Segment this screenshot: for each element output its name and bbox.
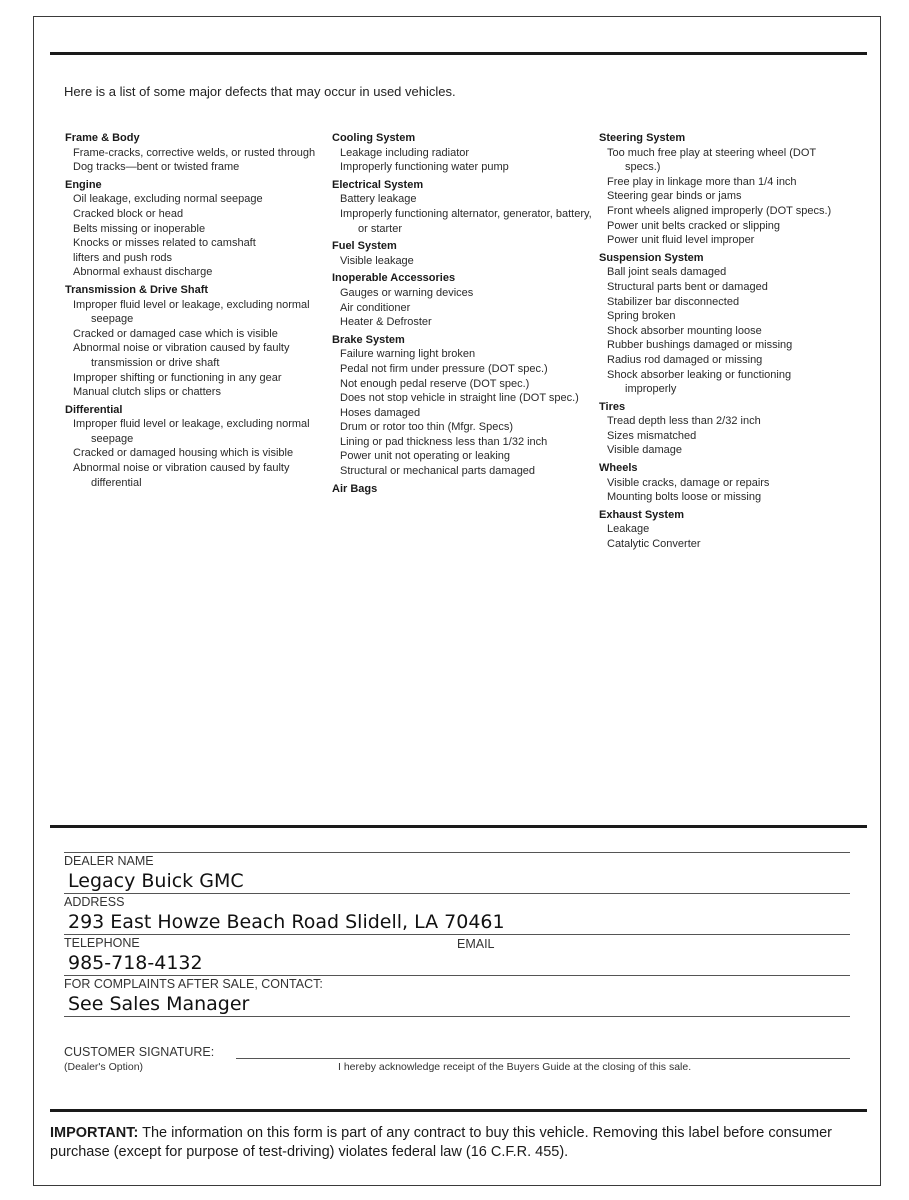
defect-item: Free play in linkage more than 1/4 inch [607,175,797,188]
category-title: Inoperable Accessories [332,272,456,285]
signature-label: CUSTOMER SIGNATURE: [64,1045,215,1059]
defects-column-1 [65,128,325,490]
defect-item: Does not stop vehicle in straight line (DOT spec.) [340,392,579,405]
complaints-label: FOR COMPLAINTS AFTER SALE, CONTACT: [64,977,323,991]
field-rule [64,1016,850,1017]
defect-item: Ball joint seals damaged [607,266,727,279]
defect-category [599,461,839,505]
defect-item: Abnormal noise or vibration caused by faulty transmission or drive shaft [73,342,290,369]
defect-item: Leakage [607,523,650,536]
defect-item: Rubber bushings damaged or missing [607,339,793,352]
dealer-info-section [64,852,850,1077]
intro-text: Here is a list of some major defects that may occur in used vehicles. [64,84,456,99]
category-title: Steering System [599,132,686,144]
defect-item: Battery leakage [340,193,417,206]
defect-item: Visible cracks, damage or repairs [607,476,770,489]
defect-item: Structural parts bent or damaged [607,280,768,293]
category-title: Wheels [599,462,638,475]
top-rule [50,52,867,55]
defect-item: Spring broken [607,310,676,323]
defect-item: Pedal not firm under pressure (DOT spec.) [340,362,548,375]
email-label: EMAIL [457,937,495,951]
defect-item: Oil leakage, excluding normal seepage [73,193,263,206]
defect-category [332,178,594,236]
category-title: Engine [65,178,102,191]
defect-category [332,239,594,268]
category-title: Fuel System [332,240,397,253]
defect-item: Radius rod damaged or missing [607,353,763,366]
important-label: IMPORTANT: [50,1125,139,1141]
defect-category [599,400,839,458]
category-title: Suspension System [599,251,704,264]
address-value: 293 East Howze Beach Road Slidell, LA 70461 [68,911,505,933]
defect-category [65,131,325,175]
defect-category [65,403,325,491]
defect-category [332,482,594,497]
defect-item: Visible damage [607,444,683,457]
complaints-value: See Sales Manager [68,993,250,1015]
category-title: Exhaust System [599,508,684,521]
signature-line[interactable] [236,1058,850,1059]
defect-item: Improperly functioning alternator, generator, battery, or starter [340,207,592,235]
phone-email-row [64,935,850,951]
defect-item: Power unit fluid level improper [607,234,755,247]
defect-item: Not enough pedal reserve (DOT spec.) [340,377,530,390]
category-title: Electrical System [332,178,424,191]
defect-item: Mounting bolts loose or missing [607,491,762,504]
defect-item: Abnormal exhaust discharge [73,266,213,279]
address-label: ADDRESS [64,895,125,909]
telephone-value: 985-718-4132 [68,952,203,974]
defect-item: Lining or pad thickness less than 1/32 inch [340,435,548,448]
defect-item: Visible leakage [340,254,414,267]
defect-item: lifters and push rods [73,251,173,264]
defect-category [65,178,325,280]
defect-item: Leakage including radiator [340,146,470,159]
defect-category [332,333,594,479]
defect-item: Too much free play at steering wheel (DOT specs.) [607,146,816,174]
defect-category [65,283,325,400]
category-title: Differential [65,403,123,416]
defect-item: Improper fluid level or leakage, excluding normal seepage [73,298,310,326]
category-title: Transmission & Drive Shaft [65,283,209,296]
defect-item: Abnormal noise or vibration caused by faulty differential [73,462,290,489]
defect-item: Power unit not operating or leaking [340,450,510,463]
defect-item: Knocks or misses related to camshaft [73,237,256,250]
defect-item: Cracked or damaged housing which is visible [73,447,294,460]
dealer-section-rule [50,825,867,828]
defect-item: Belts missing or inoperable [73,222,206,235]
defect-item: Improper shifting or functioning in any gear [73,371,282,384]
defect-item: Steering gear binds or jams [607,190,742,203]
category-title: Tires [599,400,626,413]
defect-item: Improperly functioning water pump [340,161,509,174]
dealer-name-value: Legacy Buick GMC [68,870,244,892]
defect-item: Front wheels aligned improperly (DOT specs.) [607,204,832,217]
category-title: Cooling System [332,132,416,144]
defect-item: Sizes mismatched [607,429,697,442]
defects-column-2 [332,128,594,496]
defect-item: Improper fluid level or leakage, excluding normal seepage [73,418,310,445]
defects-column-3 [599,128,839,552]
defect-category [599,131,839,248]
defect-item: Power unit belts cracked or slipping [607,219,781,232]
category-title: Frame & Body [65,132,140,144]
defect-item: Cracked or damaged case which is visible [73,327,278,340]
defect-item: Cracked block or head [73,207,184,220]
defect-item: Manual clutch slips or chatters [73,386,221,399]
dealer-name-label: DEALER NAME [64,854,154,868]
defect-category [599,251,839,397]
signature-row [64,1045,850,1077]
important-text: The information on this form is part of any contract to buy this vehicle. Removing this label before consumer purchase (except for purpose of test-driving) violates federal law (16 C.F.R. 455). [50,1125,833,1160]
important-notice [50,1124,860,1162]
category-title: Brake System [332,333,405,346]
defect-item: Catalytic Converter [607,538,701,551]
defect-item: Heater & Defroster [340,316,432,329]
defect-item: Shock absorber leaking or functioning improperly [607,368,792,396]
defect-item: Frame-cracks, corrective welds, or rusted through [73,146,316,159]
defect-item: Gauges or warning devices [340,286,474,299]
defect-item: Air conditioner [340,301,411,314]
defect-item: Dog tracks—bent or twisted frame [73,161,240,174]
defect-category [332,131,594,175]
defect-item: Failure warning light broken [340,348,476,361]
defect-item: Tread depth less than 2/32 inch [607,415,761,428]
defect-category [332,271,594,329]
defect-item: Drum or rotor too thin (Mfgr. Specs) [340,421,513,434]
signature-note: (Dealer's Option) [64,1061,144,1073]
defect-item: Stabilizer bar disconnected [607,295,740,308]
acknowledgement-text: I hereby acknowledge receipt of the Buyers Guide at the closing of this sale. [338,1061,692,1073]
telephone-label: TELEPHONE [64,936,140,950]
defect-item: Structural or mechanical parts damaged [340,465,536,478]
category-title: Air Bags [332,482,378,495]
defect-item: Shock absorber mounting loose [607,324,762,337]
defect-category [599,508,839,552]
important-rule [50,1109,867,1112]
defect-item: Hoses damaged [340,406,421,419]
